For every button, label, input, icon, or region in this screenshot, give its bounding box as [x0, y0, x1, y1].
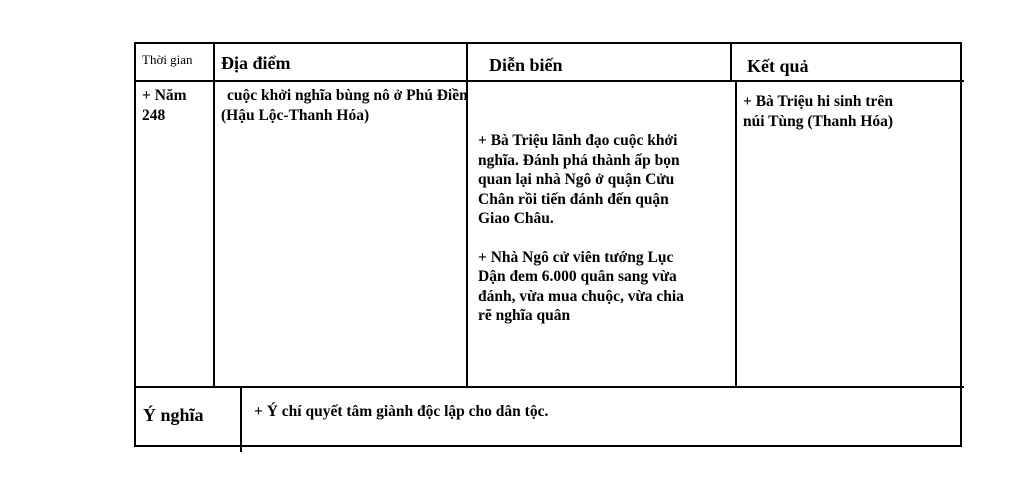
- col-divider-3-header: [730, 42, 732, 82]
- result-line-1: + Bà Triệu hi sinh trên: [743, 93, 893, 110]
- time-line-2: 248: [142, 106, 166, 124]
- meaning-divider: [134, 386, 964, 388]
- events-p1-line-4: Chân rồi tiến đánh đến quận: [478, 190, 669, 208]
- place-line-1: cuộc khởi nghĩa bùng nô ở Phú Điền: [227, 87, 468, 104]
- header-divider: [134, 80, 964, 82]
- table-top-border: [134, 42, 962, 44]
- header-place: Địa điểm: [221, 53, 291, 73]
- events-p2-line-4: rẽ nghĩa quân: [478, 307, 571, 324]
- meaning-text: + Ý chí quyết tâm giành độc lập cho dân tộc.: [254, 403, 549, 420]
- events-p1-line-3: quan lại nhà Ngô ở quận Cửu: [478, 171, 675, 188]
- place-line-2: (Hậu Lộc-Thanh Hóa): [221, 106, 370, 124]
- events-p1-line-5: Giao Châu.: [478, 210, 554, 227]
- header-time: Thời gian: [142, 52, 193, 67]
- events-paragraph-1: [478, 131, 728, 229]
- col-divider-1: [213, 42, 215, 388]
- header-events: Diễn biến: [489, 55, 563, 75]
- events-p2-line-3: đánh, vừa mua chuộc, vừa chia: [478, 287, 684, 305]
- time-line-1: + Năm: [142, 87, 187, 104]
- cell-time: [142, 86, 187, 125]
- result-line-2: núi Tùng (Thanh Hóa): [743, 112, 894, 130]
- cell-place: [221, 86, 511, 125]
- table-bottom-border: [134, 445, 962, 447]
- meaning-label: Ý nghĩa: [143, 405, 204, 425]
- col-divider-3: [735, 80, 737, 388]
- events-p2-line-1: + Nhà Ngô cử viên tướng Lục: [478, 248, 674, 266]
- events-p1-line-2: nghĩa. Đánh phá thành ấp bọn: [478, 151, 680, 169]
- header-result: Kết quả: [747, 56, 809, 76]
- cell-events: [478, 131, 728, 326]
- cell-result: [743, 92, 953, 131]
- events-paragraph-2: [478, 248, 728, 326]
- meaning-col-divider: [240, 386, 242, 452]
- events-p2-line-2: Dận đem 6.000 quân sang vừa: [478, 268, 677, 285]
- events-p1-line-1: + Bà Triệu lãnh đạo cuộc khởi: [478, 132, 678, 149]
